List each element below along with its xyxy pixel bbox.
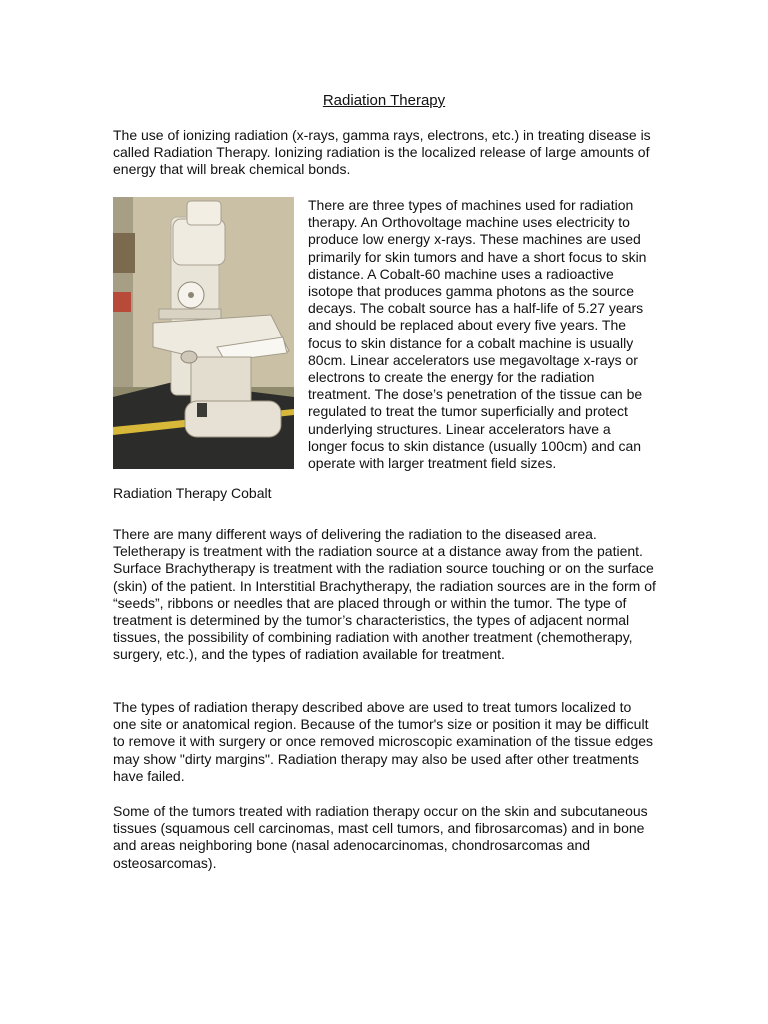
tumors-paragraph: Some of the tumors treated with radiation therapy occur on the skin and subcutaneous tissues (squamous cell carcinomas, mast cell tumors, and fibrosarcomas) and in bone and areas neighboring bone (nasal adenocarcinomas, chondrosarcomas and osteosarcomas). <box>113 803 648 871</box>
control-panel <box>197 403 207 417</box>
photo-poster <box>113 292 131 312</box>
photo-board <box>113 233 135 273</box>
machines-paragraph: There are three types of machines used for radiation therapy. An Orthovoltage machine uses electricity to produce low energy x-rays. These machines are used primarily for skin tumors and have a short focus to skin distance. A Cobalt-60 machine uses a radioactive isotope that produces gamma photons as the source decays. The cobalt source has a half-life of 5.27 years and should be replaced about every five years. The focus to skin distance for a cobalt machine is usually 80cm. Linear accelerators use megavoltage x-rays or electrons to create the energy for the radiation treatment. The dose’s penetration of the tissue can be regulated to treat the tumor superficially and protect underlying structures. Linear accelerators have a longer focus to skin distance (usually 100cm) and can operate with larger treatment field sizes. <box>308 197 647 472</box>
figure-caption: Radiation Therapy Cobalt <box>113 485 272 501</box>
couch-handle <box>181 351 197 363</box>
collimator-arm <box>159 309 221 319</box>
source-head <box>187 201 221 225</box>
gantry-head <box>173 219 225 265</box>
cobalt-machine-photo <box>113 197 294 469</box>
intro-paragraph: The use of ionizing radiation (x-rays, gamma rays, electrons, etc.) in treating disease is called Radiation Therapy. Ionizing radiation is the localized release of large amounts of energy that will break chemical bonds. <box>113 127 651 178</box>
usage-paragraph: The types of radiation therapy described above are used to treat tumors localized to one site or anatomical region. Because of the tumor's size or position it may be difficult to remove it with surgery or once removed microscopic examination of the tissue edges may show "dirty margins". Radiation therapy may also be used after other treatments have failed. <box>113 699 654 784</box>
dial-center <box>188 292 194 298</box>
delivery-paragraph: There are many different ways of delivering the radiation to the diseased area. Teletherapy is treatment with the radiation source at a distance away from the patient. Surface Brachytherapy is treatment with the radiation source touching or on the surface (skin) of the patient. In Interstitial Brachytherapy, the radiation sources are in the form of “seeds”, ribbons or needles that are placed through or within the tumor. The type of treatment is determined by the tumor’s characteristics, the types of adjacent normal tissues, the possibility of combining radiation with another treatment (chemotherapy, surgery, etc.), and the types of radiation available for treatment. <box>113 526 656 663</box>
document-title: Radiation Therapy <box>322 92 446 109</box>
